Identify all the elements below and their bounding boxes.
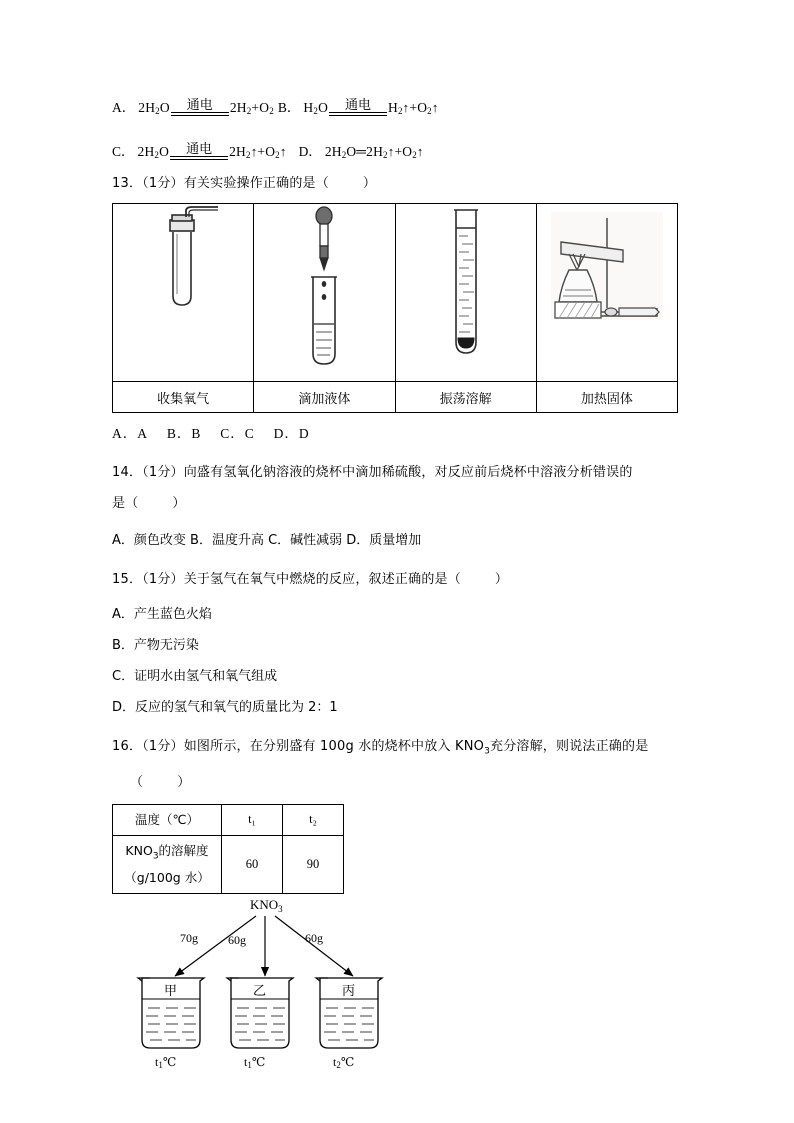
q12-option-a-condition-arrow	[171, 96, 229, 117]
solubility-formula-sub: 3	[152, 851, 159, 862]
beaker-3-label: 丙	[342, 984, 356, 1000]
q12-option-a-right: $2H_2+O_2$	[229, 100, 274, 116]
q15-option-a[interactable]	[112, 599, 688, 630]
q16-beaker-diagram	[128, 896, 428, 1081]
condition-label-dianjie: 通电	[186, 97, 213, 113]
q15-option-c[interactable]	[112, 661, 688, 692]
q13-figure-cell-a[interactable]	[113, 204, 254, 382]
q16-answer-close-paren: ）	[177, 774, 191, 790]
q13-caption-row	[113, 382, 678, 413]
q12-options-row-ab	[112, 72, 688, 116]
q15-option-a-text: A．产生蓝色火焰	[112, 607, 212, 622]
row-label-temperature: 温度（℃）	[113, 804, 222, 835]
beaker-3	[316, 978, 382, 1070]
page-content	[112, 72, 688, 1081]
table-row-solubility	[113, 835, 344, 894]
q13-figure-cell-c[interactable]	[395, 204, 536, 382]
q16-answer-open-paren: （	[130, 774, 144, 790]
q12-option-d-equation: $2H_2O═2H_2↑+O_2↑$	[324, 144, 424, 160]
dropper-over-test-tube-icon	[259, 204, 389, 376]
q12-option-b-condition-arrow	[329, 96, 387, 117]
q16-stem-part2: 充分溶解，则说法正确的是	[490, 739, 649, 754]
arrow-label-2: 60g	[228, 933, 246, 948]
q12-option-c-right: $2H_2↑+O_2↑$	[229, 144, 287, 160]
solubility-label-line1	[115, 840, 219, 868]
q13-caption-c: 振荡溶解	[395, 382, 536, 413]
q12-option-d[interactable]	[299, 140, 424, 160]
q12-options-row-cd	[112, 116, 688, 160]
q14-stem-line2	[112, 488, 688, 519]
q16-stem-line1	[112, 731, 688, 767]
q13-caption-b: 滴加液体	[254, 382, 395, 413]
beaker-3-temperature: t2℃	[333, 1055, 355, 1071]
q13-caption-d: 加热固体	[536, 382, 677, 413]
q12-option-a[interactable]	[112, 96, 274, 117]
solubility-formula-prefix: KNO	[125, 842, 153, 858]
solubility-value-t2: 90	[283, 835, 344, 894]
q12-option-b[interactable]	[278, 96, 439, 117]
beaker-2-temperature: t1℃	[244, 1055, 266, 1071]
beaker-1-label: 甲	[164, 984, 178, 1000]
q15-option-b-text: B．产物无污染	[112, 638, 199, 653]
q15-stem-text: 15．（1分）关于氢气在氧气中燃烧的反应，叙述正确的是（	[112, 572, 461, 587]
arrow-label-3: 60g	[305, 931, 323, 946]
row-label-solubility	[113, 835, 222, 894]
beaker-1	[138, 978, 204, 1070]
q13-caption-a: 收集氧气	[113, 382, 254, 413]
beaker-2	[227, 978, 293, 1070]
q16-stem-part1: 16．（1分）如图所示，在分别盛有 100g 水的烧杯中放入 KNO	[112, 739, 485, 754]
temperature-t2: t₂	[283, 804, 344, 835]
q14-stem-line1	[112, 457, 688, 488]
arrow-label-1: 70g	[180, 931, 198, 946]
q15-option-d-text: D．反应的氢气和氧气的质量比为 2：1	[112, 700, 338, 715]
diagram-source-label: $KNO_3$	[250, 897, 283, 915]
q12-option-b-left: $H_2O$	[303, 100, 329, 116]
q12-option-a-left: $2H_2O$	[138, 100, 170, 116]
q14-stem-text: 14．（1分）向盛有氢氧化钠溶液的烧杯中滴加稀硫酸，对反应前后烧杯中溶液分析错误的	[112, 465, 633, 480]
q14-options-text: A．颜色改变 B．温度升高 C．碱性减弱 D．质量增加	[112, 533, 422, 548]
q13-stem	[112, 168, 688, 199]
q12-option-a-label: A．	[112, 100, 136, 115]
q13-figure-cell-d[interactable]	[536, 204, 677, 382]
heating-stand-with-alcohol-lamp-icon	[539, 204, 675, 376]
arrow-to-beaker-3	[275, 916, 353, 976]
q12-option-d-label: D．	[298, 144, 322, 159]
q15-option-d[interactable]	[112, 692, 688, 723]
q16-stem-line2	[112, 767, 688, 798]
condition-label-dianjie: 通电	[186, 141, 213, 157]
solubility-value-t1: 60	[222, 835, 283, 894]
q14-stem-close: ）	[172, 496, 186, 511]
table-row-temperature	[113, 804, 344, 835]
q12-option-c-left: $2H_2O$	[137, 144, 170, 160]
q16-stem-subscript: 3	[484, 746, 490, 757]
q12-option-c-condition-arrow	[170, 140, 228, 161]
q16-solubility-table	[112, 804, 344, 895]
condition-label-dianjie: 通电	[345, 97, 372, 113]
q13-figure-table	[112, 203, 678, 413]
test-tube-with-solid-and-liquid-icon	[401, 204, 531, 376]
q12-option-c[interactable]	[112, 140, 287, 161]
q14-options[interactable]	[112, 525, 688, 556]
q15-option-c-text: C．证明水由氢气和氧气组成	[112, 669, 278, 684]
beaker-2-label: 乙	[253, 984, 267, 1000]
q14-stem-line2-text: 是（	[112, 496, 139, 511]
q13-figure-cell-b[interactable]	[254, 204, 395, 382]
q12-option-b-right: $H_2↑+O_2↑$	[388, 100, 439, 116]
kno3-distribution-diagram	[128, 896, 428, 1081]
q15-option-b[interactable]	[112, 630, 688, 661]
q13-stem-text: 13．（1分）有关实验操作正确的是（	[112, 176, 329, 191]
q13-stem-close: ）	[362, 176, 377, 191]
q15-stem-close: ）	[494, 572, 509, 587]
q12-option-c-label: C．	[112, 144, 135, 159]
temperature-t1: t₁	[222, 804, 283, 835]
solubility-label-suffix: 的溶解度	[158, 842, 209, 858]
q12-option-b-label: B．	[277, 100, 301, 115]
q15-stem	[112, 564, 688, 595]
beaker-1-temperature: t1℃	[155, 1055, 177, 1071]
test-tube-with-delivery-tube-icon	[118, 204, 248, 376]
q13-figure-row	[113, 204, 678, 382]
q13-answer-options[interactable]: A．A B．B C．C D．D	[112, 426, 310, 441]
solubility-label-line2: （g/100g 水）	[124, 870, 210, 886]
